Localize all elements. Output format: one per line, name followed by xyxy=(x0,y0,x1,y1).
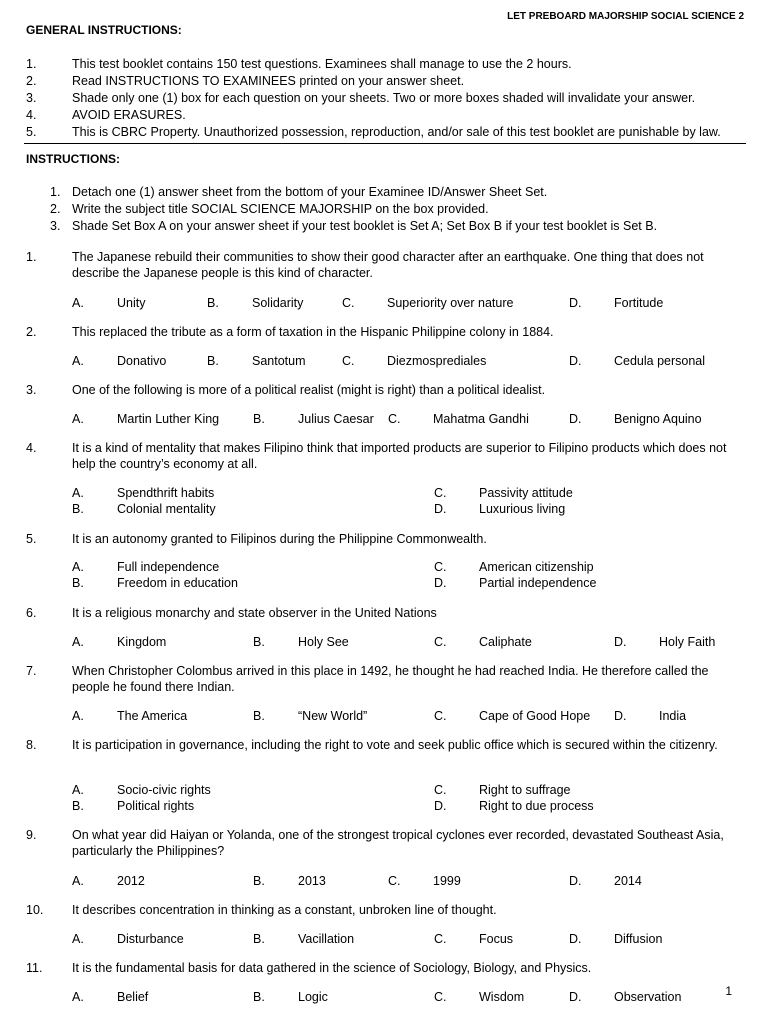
choice-letter: A. xyxy=(72,635,84,649)
general-item-text: This is CBRC Property. Unauthorized possession, reproduction, and/or sale of this test booklet are punishable by law. xyxy=(72,125,721,139)
choice-text: Donativo xyxy=(117,354,167,368)
choice-text: Right to suffrage xyxy=(479,783,571,797)
question-number: 2. xyxy=(26,325,37,339)
choice-text: Kingdom xyxy=(117,635,167,649)
general-item-text: Read INSTRUCTIONS TO EXAMINEES printed on your answer sheet. xyxy=(72,74,465,88)
question-text: This replaced the tribute as a form of taxation in the Hispanic Philippine colony in 1884. xyxy=(72,325,554,339)
choice-text: Diffusion xyxy=(614,932,663,946)
choice-letter: D. xyxy=(434,799,447,813)
question-text: It is participation in governance, including the right to vote and seek public office which is secured within the citizenry. xyxy=(72,738,718,752)
choice-letter: C. xyxy=(388,874,401,888)
choice-text: American citizenship xyxy=(479,560,594,574)
question-number: 10. xyxy=(26,903,44,917)
choice-letter: D. xyxy=(614,709,627,723)
choice-letter: C. xyxy=(434,635,447,649)
general-item-number: 4. xyxy=(26,108,37,122)
choice-letter: D. xyxy=(569,990,582,1004)
choice-letter: D. xyxy=(614,635,627,649)
choice-text: Unity xyxy=(117,296,146,310)
question-text: On what year did Haiyan or Yolanda, one of the strongest tropical cyclones ever recorded, devastated Southeast Asia, particularly the Philippines? xyxy=(72,828,724,858)
choice-letter: D. xyxy=(569,874,582,888)
choice-letter: B. xyxy=(253,709,265,723)
choice-text: Freedom in education xyxy=(117,576,238,590)
choice-letter: B. xyxy=(72,799,84,813)
choice-text: 2014 xyxy=(614,874,642,888)
choice-letter: D. xyxy=(569,412,582,426)
choice-letter: C. xyxy=(388,412,401,426)
choice-text: Diezmosprediales xyxy=(387,354,487,368)
instruction-text: Shade Set Box A on your answer sheet if your test booklet is Set A; Set Box B if your test booklet is Set B. xyxy=(72,219,658,233)
instructions-title: INSTRUCTIONS: xyxy=(26,152,120,166)
choice-text: Cedula personal xyxy=(614,354,706,368)
general-item-number: 5. xyxy=(26,125,37,139)
general-item-number: 2. xyxy=(26,74,37,88)
choice-letter: B. xyxy=(253,990,265,1004)
choice-text: Political rights xyxy=(117,799,195,813)
choice-text: Vacillation xyxy=(298,932,355,946)
question-text: When Christopher Colombus arrived in this place in 1492, he thought he had reached India. He therefore called the people he found there Indian. xyxy=(72,664,709,694)
general-item-text: AVOID ERASURES. xyxy=(72,108,186,122)
choice-text: Passivity attitude xyxy=(479,486,573,500)
choice-letter: C. xyxy=(434,560,447,574)
choice-letter: C. xyxy=(434,709,447,723)
page-number: 1 xyxy=(725,984,732,998)
general-item-text: Shade only one (1) box for each question on your sheets. Two or more boxes shaded will invalidate your answer. xyxy=(72,91,696,105)
choice-text: Cape of Good Hope xyxy=(479,709,591,723)
question-text: It is the fundamental basis for data gathered in the science of Sociology, Biology, and Physics. xyxy=(72,961,592,975)
choice-text: Luxurious living xyxy=(479,502,566,516)
choice-text: Martin Luther King xyxy=(117,412,220,426)
question-number: 5. xyxy=(26,532,37,546)
choice-letter: A. xyxy=(72,560,84,574)
instruction-number: 3. xyxy=(50,219,61,233)
choice-text: Full independence xyxy=(117,560,220,574)
choice-letter: A. xyxy=(72,354,84,368)
choice-text: Spendthrift habits xyxy=(117,486,215,500)
instruction-text: Detach one (1) answer sheet from the bottom of your Examinee ID/Answer Sheet Set. xyxy=(72,185,548,199)
choice-text: Partial independence xyxy=(479,576,597,590)
choice-text: 2013 xyxy=(298,874,326,888)
choice-text: Logic xyxy=(298,990,328,1004)
choice-text: Focus xyxy=(479,932,514,946)
choice-letter: A. xyxy=(72,296,84,310)
choice-text: Benigno Aquino xyxy=(614,412,702,426)
question-number: 1. xyxy=(26,250,37,264)
choice-text: Observation xyxy=(614,990,682,1004)
choice-letter: A. xyxy=(72,990,84,1004)
choice-text: Colonial mentality xyxy=(117,502,216,516)
choice-text: Holy See xyxy=(298,635,349,649)
choice-text: Solidarity xyxy=(252,296,304,310)
choice-letter: A. xyxy=(72,783,84,797)
running-header: LET PREBOARD MAJORSHIP SOCIAL SCIENCE 2 xyxy=(507,11,744,22)
choice-letter: B. xyxy=(253,635,265,649)
choice-letter: B. xyxy=(72,502,84,516)
general-item-number: 1. xyxy=(26,57,37,71)
instruction-number: 1. xyxy=(50,185,61,199)
choice-letter: B. xyxy=(253,932,265,946)
general-item-text: This test booklet contains 150 test questions. Examinees shall manage to use the 2 hours. xyxy=(72,57,572,71)
choice-letter: B. xyxy=(253,874,265,888)
choice-letter: D. xyxy=(569,296,582,310)
choice-letter: B. xyxy=(207,354,219,368)
question-text: It describes concentration in thinking as a constant, unbroken line of thought. xyxy=(72,903,497,917)
choice-letter: D. xyxy=(569,932,582,946)
choice-text: Belief xyxy=(117,990,149,1004)
choice-letter: B. xyxy=(253,412,265,426)
choice-letter: A. xyxy=(72,709,84,723)
question-number: 9. xyxy=(26,828,37,842)
instruction-number: 2. xyxy=(50,202,61,216)
choice-letter: D. xyxy=(569,354,582,368)
choice-letter: B. xyxy=(72,576,84,590)
choice-letter: C. xyxy=(342,296,355,310)
question-text: It is a kind of mentality that makes Filipino think that imported products are superior to Filipino products which does not help the country’s economy at all. xyxy=(72,441,727,471)
question-number: 8. xyxy=(26,738,37,752)
choice-text: Superiority over nature xyxy=(387,296,514,310)
question-number: 6. xyxy=(26,606,37,620)
choice-text: Right to due process xyxy=(479,799,594,813)
question-number: 11. xyxy=(26,961,43,975)
choice-text: 2012 xyxy=(117,874,145,888)
choice-letter: C. xyxy=(434,990,447,1004)
choice-text: Holy Faith xyxy=(659,635,716,649)
choice-letter: B. xyxy=(207,296,219,310)
question-text: It is an autonomy granted to Filipinos during the Philippine Commonwealth. xyxy=(72,532,487,546)
general-instructions-title: GENERAL INSTRUCTIONS: xyxy=(26,23,182,37)
instruction-text: Write the subject title SOCIAL SCIENCE MAJORSHIP on the box provided. xyxy=(72,202,489,216)
choice-text: Santotum xyxy=(252,354,306,368)
choice-text: 1999 xyxy=(433,874,461,888)
choice-letter: C. xyxy=(434,783,447,797)
choice-letter: C. xyxy=(342,354,355,368)
choice-letter: D. xyxy=(434,576,447,590)
question-text: The Japanese rebuild their communities to show their good character after an earthquake. One thing that does not describe the Japanese people is this kind of character. xyxy=(72,250,704,280)
choice-text: The America xyxy=(117,709,188,723)
general-item-number: 3. xyxy=(26,91,37,105)
question-text: One of the following is more of a political realist (might is right) than a political idealist. xyxy=(72,383,546,397)
choice-letter: A. xyxy=(72,486,84,500)
choice-text: Fortitude xyxy=(614,296,664,310)
choice-text: “New World” xyxy=(298,709,368,723)
question-number: 7. xyxy=(26,664,37,678)
choice-text: India xyxy=(659,709,687,723)
question-number: 3. xyxy=(26,383,37,397)
choice-letter: A. xyxy=(72,932,84,946)
choice-text: Disturbance xyxy=(117,932,184,946)
choice-text: Mahatma Gandhi xyxy=(433,412,529,426)
choice-text: Wisdom xyxy=(479,990,525,1004)
choice-text: Caliphate xyxy=(479,635,532,649)
choice-text: Julius Caesar xyxy=(298,412,374,426)
choice-letter: C. xyxy=(434,932,447,946)
question-text: It is a religious monarchy and state observer in the United Nations xyxy=(72,606,437,620)
choice-letter: C. xyxy=(434,486,447,500)
choice-text: Socio-civic rights xyxy=(117,783,211,797)
section-divider xyxy=(24,143,746,144)
question-number: 4. xyxy=(26,441,37,455)
choice-letter: D. xyxy=(434,502,447,516)
choice-letter: A. xyxy=(72,874,84,888)
choice-letter: A. xyxy=(72,412,84,426)
